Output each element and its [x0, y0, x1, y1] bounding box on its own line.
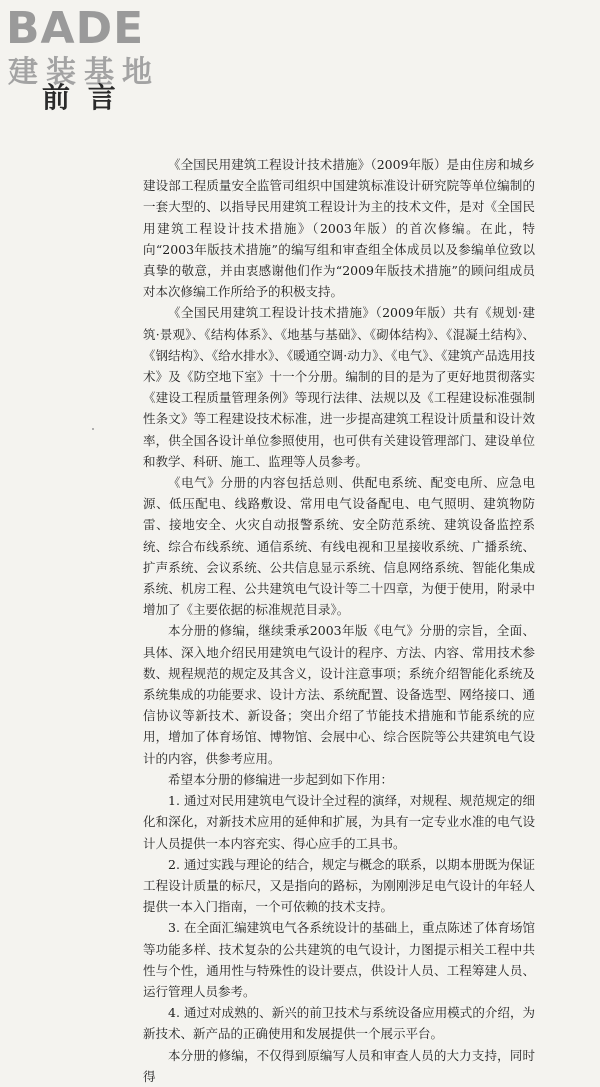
paragraph-volumes: 《全国民用建筑工程设计技术措施》（2009年版）共有《规划·建筑·景观》、《结构体系》、《地基与基础》、《砌体结构》、《混凝土结构》、《钢结构》、《给水排水》、《暖通空调·动力》、《电气》、《建筑产品选用技术》及《防空地下室》十一个分册。编制的目的是为了更好地贯彻落实《建设工程质量管理条例》等现行法律、法规以及《工程建设标准强制性条文》等工程建设技术标准，进一步提高建筑工程设计质量和设计效率，供全国各设计单位参照使用，也可供有关建设管理部门、建设单位和教学、科研、施工、监理等人员参考。 [143, 305, 535, 469]
paragraph-item-2: 2. 通过实践与理论的结合，规定与概念的联系，以期本册既为保证工程设计质量的标尺，又是指向的路标，为刚刚涉足电气设计的年轻人提供一本入门指南，一个可依赖的技术支持。 [143, 856, 535, 915]
paragraph-item-1: 1. 通过对民用建筑电气设计全过程的演绎，对规程、规范规定的细化和深化，对新技术应用的延伸和扩展，为具有一定专业水准的电气设计人员提供一本内容充实、得心应手的工具书。 [143, 793, 535, 851]
paragraph-intro: 《全国民用建筑工程设计技术措施》（2009年版）是由住房和城乡建设部工程质量安全监管司组织中国建筑标准设计研究院等单位编制的一套大型的、以指导民用建筑工程设计为主的技术文件，是对《全国民用建筑工程设计技术措施》（2003年版）的首次修编。在此，特向“2003年版技术措施”的编写组和审查组全体成员以及参编单位致以真挚的敬意，并由衷感谢他们作为“2009年版技术措施”的顾问组成员对本次修编工作所给予的积极支持。 [143, 157, 535, 300]
watermark-cjk-text: 建装基地 [8, 55, 160, 90]
body-text [143, 154, 535, 1087]
watermark-latin-text: BADE [6, 3, 145, 54]
paragraph-revision: 本分册的修编，继续秉承2003年版《电气》分册的宗旨，全面、具体、深入地介绍民用建筑电气设计的程序、方法、内容、常用技术参数、规程规范的规定及其含义，设计注意事项；系统介绍智能化系统及系统集成的功能要求、设计方法、系统配置、设备选型、网络接口、通信协议等新技术、新设备；突出介绍了节能技术措施和节能系统的应用，增加了体育场馆、博物馆、会展中心、综合医院等公共建筑电气设计的内容，供参考应用。 [143, 623, 535, 766]
scan-speck [92, 428, 94, 430]
paragraph-contents: 《电气》分册的内容包括总则、供配电系统、配变电所、应急电源、低压配电、线路敷设、常用电气设备配电、电气照明、建筑物防雷、接地安全、火灾自动报警系统、安全防范系统、建筑设备监控系统、综合布线系统、通信系统、有线电视和卫星接收系统、广播系统、扩声系统、会议系统、公共信息显示系统、信息网络系统、智能化集成系统、机房工程、公共建筑电气设计等二十四章，为便于使用，附录中增加了《主要依据的标准规范目录》。 [143, 475, 535, 618]
paragraph-item-3: 3. 在全面汇编建筑电气各系统设计的基础上，重点陈述了体育场馆等功能多样、技术复杂的公共建筑的电气设计，力图提示相关工程中共性与个性，通用性与特殊性的设计要点，供设计人员、工程筹建人员、运行管理人员参考。 [143, 920, 535, 999]
page-heading: 前 言 [42, 81, 120, 114]
paragraph-hopes: 希望本分册的修编进一步起到如下作用： [168, 771, 394, 787]
paragraph-closing: 本分册的修编，不仅得到原编写人员和审查人员的大力支持，同时得 [143, 1047, 535, 1084]
paragraph-item-4: 4. 通过对成熟的、新兴的前卫技术与系统设备应用模式的介绍，为新技术、新产品的正确使用和发展提供一个展示平台。 [143, 1005, 535, 1042]
